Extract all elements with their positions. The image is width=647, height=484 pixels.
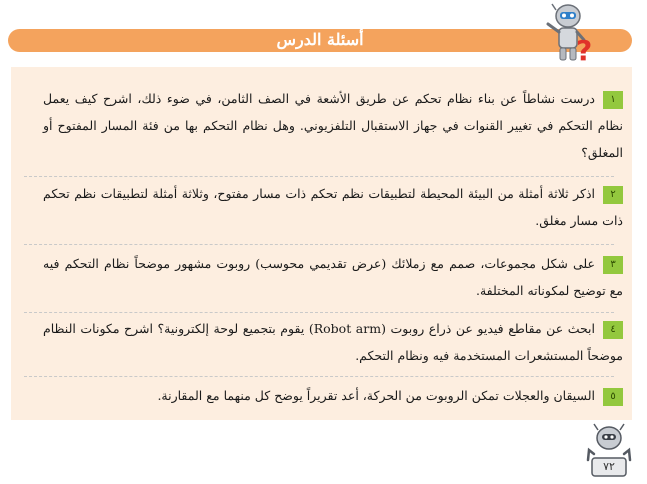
question-text: السيقان والعجلات تمكن الروبوت من الحركة، أعد تقريراً يوضح كل منهما مع المقارنة. xyxy=(157,388,595,403)
section-title: أسئلة الدرس xyxy=(276,30,364,49)
question-divider xyxy=(24,176,614,177)
question-divider xyxy=(24,312,614,313)
question-text: درست نشاطاً عن بناء نظام تحكم عن طريق الأشعة في الصف الثامن، في ضوء ذلك، اشرح كيف يعمل نظام التحكم في تغيير القنوات في جهاز الاستقبال التلفزيوني. وهل نظام التحكم بها من فئة المسار المفتوح أو المغلق؟ xyxy=(43,91,623,160)
question-text: على شكل مجموعات، صمم مع زملائك (عرض تقديمي محوسب) روبوت مشهور موضحاً نظام التحكم فيه مع توضيح لمكوناته المختلفة. xyxy=(43,256,623,298)
question-item xyxy=(43,85,623,166)
svg-text:?: ? xyxy=(576,34,593,64)
question-text: اذكر ثلاثة أمثلة من البيئة المحيطة لتطبيقات نظم تحكم ذات مسار مفتوح، وثلاثة أمثلة لتطبيقات نظم تحكم ذات مسار مغلق. xyxy=(43,186,623,228)
question-item xyxy=(43,315,623,369)
question-number-badge: ٤ xyxy=(603,321,623,339)
robot-question-icon xyxy=(538,2,598,64)
question-number-badge: ٥ xyxy=(603,388,623,406)
question-divider xyxy=(24,376,614,377)
page-number: ٧٢ xyxy=(603,460,615,473)
question-item xyxy=(43,382,623,409)
question-number-badge: ١ xyxy=(603,91,623,109)
question-text: ابحث عن مقاطع فيديو عن ذراع روبوت (Robot arm) يقوم بتجميع لوحة إلكترونية؟ اشرح مكونات النظام موضحاً المستشعرات المستخدمة فيه ونظام التحكم. xyxy=(43,321,623,363)
question-item xyxy=(43,250,623,304)
question-divider xyxy=(24,244,614,245)
question-number-badge: ٢ xyxy=(603,186,623,204)
question-item xyxy=(43,180,623,234)
question-number-badge: ٣ xyxy=(603,256,623,274)
